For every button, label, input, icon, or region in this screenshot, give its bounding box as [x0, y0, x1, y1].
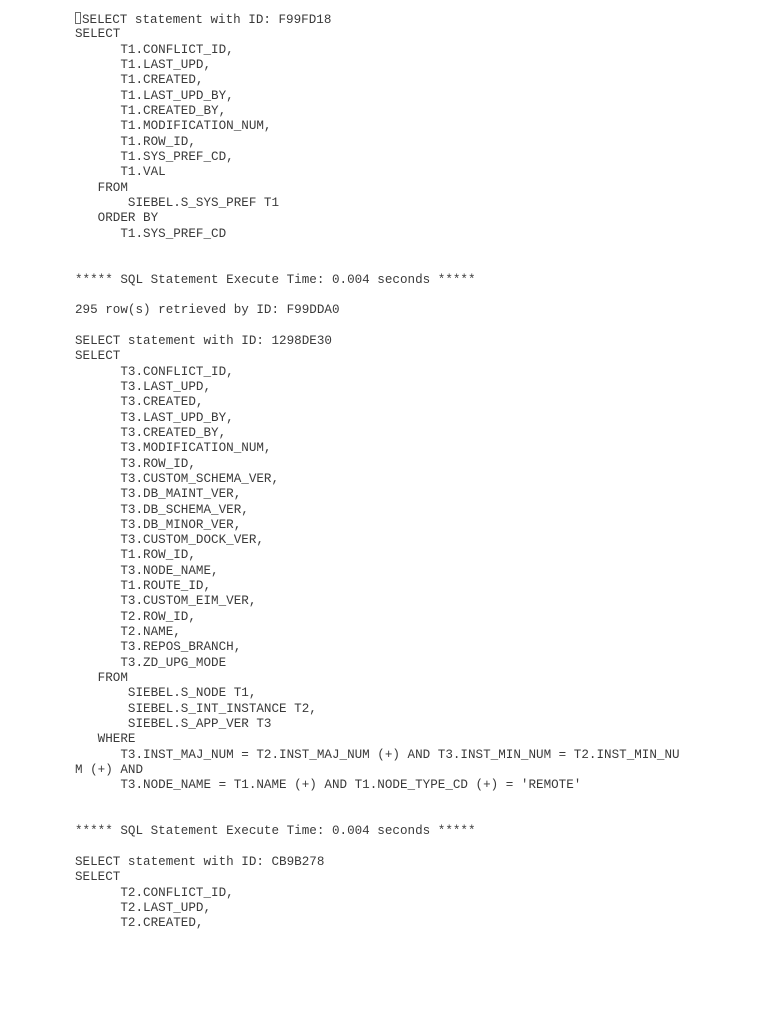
log-line: T3.NODE_NAME,	[75, 563, 219, 578]
log-line	[75, 794, 755, 809]
log-line: WHERE	[75, 732, 136, 747]
log-line: SELECT statement with ID: 1298DE30	[75, 333, 332, 348]
text-cursor-icon	[75, 12, 81, 24]
log-line: T1.LAST_UPD,	[75, 57, 212, 72]
log-line: SELECT statement with ID: CB9B278	[75, 855, 325, 870]
log-line: T3.DB_MINOR_VER,	[75, 517, 242, 532]
log-line: SELECT	[75, 349, 121, 364]
log-line: 295 row(s) retrieved by ID: F99DDA0	[75, 303, 340, 318]
log-line: T1.SYS_PREF_CD	[75, 226, 227, 241]
log-line: SIEBEL.S_INT_INSTANCE T2,	[75, 701, 317, 716]
log-line: T3.CUSTOM_SCHEMA_VER,	[75, 471, 280, 486]
log-line: M (+) AND	[75, 763, 144, 778]
log-line: T1.CREATED_BY,	[75, 103, 227, 118]
log-line: SIEBEL.S_APP_VER T3	[75, 717, 272, 732]
log-line: SELECT statement with ID: F99FD18	[75, 12, 755, 27]
log-line: T3.CREATED_BY,	[75, 425, 227, 440]
log-line	[75, 242, 755, 257]
log-line: SIEBEL.S_NODE T1,	[75, 686, 257, 701]
log-line: SIEBEL.S_SYS_PREF T1	[75, 195, 280, 210]
log-line: T3.CUSTOM_EIM_VER,	[75, 594, 257, 609]
log-line: T2.LAST_UPD,	[75, 901, 212, 916]
log-line: T1.SYS_PREF_CD,	[75, 149, 234, 164]
log-line: T2.ROW_ID,	[75, 609, 196, 624]
log-line: SELECT	[75, 870, 121, 885]
log-line	[75, 319, 755, 334]
log-line: T1.ROW_ID,	[75, 548, 196, 563]
log-line: T3.ROW_ID,	[75, 456, 196, 471]
sql-log-document	[75, 12, 755, 932]
log-line: T3.LAST_UPD_BY,	[75, 410, 234, 425]
log-line: T1.ROW_ID,	[75, 134, 196, 149]
log-line: T3.MODIFICATION_NUM,	[75, 441, 272, 456]
log-line: T1.VAL	[75, 165, 166, 180]
log-line: T1.CONFLICT_ID,	[75, 42, 234, 57]
log-line: SELECT	[75, 27, 121, 42]
log-line: T1.CREATED,	[75, 73, 204, 88]
log-line: T3.DB_MAINT_VER,	[75, 487, 242, 502]
log-line: ORDER BY	[75, 211, 159, 226]
log-line: ***** SQL Statement Execute Time: 0.004 seconds *****	[75, 272, 476, 287]
log-line	[75, 288, 755, 303]
log-line: T3.LAST_UPD,	[75, 379, 212, 394]
log-line: T3.CREATED,	[75, 395, 204, 410]
log-line: T1.LAST_UPD_BY,	[75, 88, 234, 103]
log-line: T3.INST_MAJ_NUM = T2.INST_MAJ_NUM (+) AND T3.INST_MIN_NUM = T2.INST_MIN_NU	[75, 747, 680, 762]
log-line: T3.REPOS_BRANCH,	[75, 640, 242, 655]
log-line	[75, 809, 755, 824]
log-line	[75, 257, 755, 272]
log-line: FROM	[75, 180, 128, 195]
log-line: T3.CONFLICT_ID,	[75, 364, 234, 379]
log-line: ***** SQL Statement Execute Time: 0.004 seconds *****	[75, 824, 476, 839]
log-line: T1.MODIFICATION_NUM,	[75, 119, 272, 134]
log-line: T2.CONFLICT_ID,	[75, 885, 234, 900]
log-line: T3.DB_SCHEMA_VER,	[75, 502, 249, 517]
log-line: T2.NAME,	[75, 625, 181, 640]
log-line: T1.ROUTE_ID,	[75, 579, 212, 594]
log-line: FROM	[75, 671, 128, 686]
log-line: T3.NODE_NAME = T1.NAME (+) AND T1.NODE_TYPE_CD (+) = 'REMOTE'	[75, 778, 582, 793]
log-line: T3.ZD_UPG_MODE	[75, 655, 227, 670]
log-line	[75, 840, 755, 855]
log-line: T3.CUSTOM_DOCK_VER,	[75, 533, 264, 548]
log-line: T2.CREATED,	[75, 916, 204, 931]
